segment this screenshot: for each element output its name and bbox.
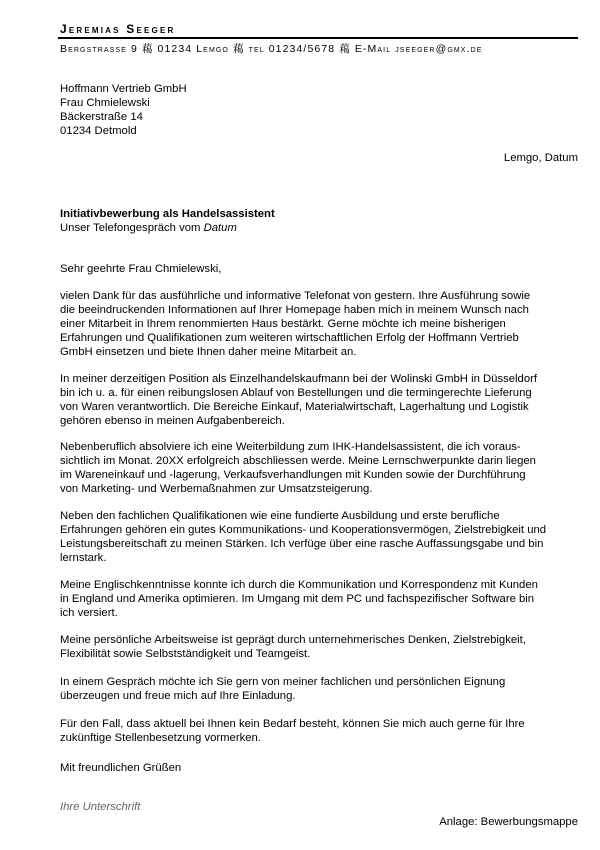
recipient-city: 01234 Detmold xyxy=(60,125,137,137)
letterhead-separator: 藒 xyxy=(339,43,351,55)
subject-title: Initiativbewerbung als Handelsassistent xyxy=(60,208,275,220)
paragraph-4 xyxy=(60,509,580,565)
recipient-address xyxy=(60,82,580,138)
recipient-street: Bäckerstraße 14 xyxy=(60,111,143,123)
paragraph-line: GmbH einsetzen und biete Ihnen daher meine Mitarbeit an. xyxy=(60,346,357,358)
paragraph-2 xyxy=(60,372,580,428)
paragraph-line: In meiner derzeitigen Position als Einzelhandelskaufmann bei der Wolinski GmbH in Düsseldorf xyxy=(60,373,538,385)
paragraph-line: vielen Dank für das ausführliche und informative Telefonat von gestern. Ihre Ausführung sowie xyxy=(60,290,531,302)
letterhead-separator: 藒 xyxy=(141,43,154,55)
paragraph-line: Erfahrungen gehören ein gutes Kommunikations- und Kooperationsvermögen, Zielstrebigkeit und xyxy=(60,524,547,536)
paragraph-3 xyxy=(60,440,580,496)
letterhead-name: Jeremias Seeger xyxy=(60,22,176,36)
subject-reference-date: Datum xyxy=(203,222,237,234)
letterhead-phone: tel 01234/5678 xyxy=(248,43,336,55)
attachment-note: Anlage: Bewerbungsmappe xyxy=(439,816,578,828)
paragraph-line: gehören ebenso in meinen Aufgabenbereich. xyxy=(60,415,285,427)
paragraph-line: im Wareneinkauf und -lagerung, Verkaufsverhandlungen mit Kunden sowie der Durchführung xyxy=(60,469,526,481)
paragraph-line: Neben den fachlichen Qualifikationen wie eine fundierte Ausbildung und erste berufliche xyxy=(60,510,500,522)
letterhead-street: Bergstrasse 9 xyxy=(60,43,138,55)
paragraph-line: von Marketing- und Werbemaßnahmen zur Umsatzsteigerung. xyxy=(60,483,373,495)
paragraph-line: bin ich u. a. für einen reibungslosen Ablauf von Bestellungen und die termingerechte Lieferung xyxy=(60,387,532,399)
letterhead-separator: 藒 xyxy=(232,43,245,55)
paragraph-line: ich versiert. xyxy=(60,607,118,619)
paragraph-6 xyxy=(60,633,580,661)
paragraph-7 xyxy=(60,675,580,703)
salutation: Sehr geehrte Frau Chmielewski, xyxy=(60,263,222,275)
paragraph-line: Nebenberuflich absolviere ich eine Weiterbildung zum IHK-Handelsassistent, die ich voraus- xyxy=(60,441,521,453)
letterhead-email: E-Mail jseeger@gmx.de xyxy=(354,43,483,55)
paragraph-line: von Waren verantwortlich. Die Bereiche Einkauf, Materialwirtschaft, Lagerhaltung und Logistik xyxy=(60,401,529,413)
paragraph-line: einer Mitarbeit in Ihrem renommierten Haus bestärkt. Gerne möchte ich meine bisherigen xyxy=(60,318,506,330)
paragraph-1 xyxy=(60,289,580,359)
letterhead-rule xyxy=(58,37,578,39)
paragraph-line: die beeindruckenden Informationen auf Ihrer Homepage haben mich in meinem Wunsch nach xyxy=(60,304,529,316)
paragraph-line: Meine Englischkenntnisse konnte ich durch die Kommunikation und Korrespondenz mit Kunden xyxy=(60,579,538,591)
paragraph-5 xyxy=(60,578,580,620)
paragraph-line: in England und Amerika optimieren. Im Umgang mit dem PC und fachspezifischer Software bin xyxy=(60,593,535,605)
paragraph-line: Meine persönliche Arbeitsweise ist geprägt durch unternehmerisches Denken, Zielstrebigkeit, xyxy=(60,634,526,646)
letterhead-city: 01234 Lemgo xyxy=(157,43,229,55)
paragraph-line: In einem Gespräch möchte ich Sie gern von meiner fachlichen und persönlichen Eignung xyxy=(60,676,506,688)
paragraph-line: Für den Fall, dass aktuell bei Ihnen kein Bedarf besteht, können Sie mich auch gerne für Ihre xyxy=(60,718,525,730)
paragraph-line: überzeugen und freue mich auf Ihre Einladung. xyxy=(60,690,296,702)
subject-reference xyxy=(60,221,580,235)
place-date: Lemgo, Datum xyxy=(503,152,578,164)
signature-placeholder: Ihre Unterschrift xyxy=(60,801,141,813)
recipient-company: Hoffmann Vertrieb GmbH xyxy=(60,83,187,95)
paragraph-line: lernstark. xyxy=(60,552,107,564)
paragraph-8 xyxy=(60,717,580,745)
paragraph-line: Flexibilität sowie Selbstständigkeit und Teamgeist. xyxy=(60,648,311,660)
subject-reference-prefix: Unser Telefongespräch vom xyxy=(60,222,204,234)
recipient-person: Frau Chmielewski xyxy=(60,97,150,109)
subject-block xyxy=(60,207,580,235)
letterhead-contact xyxy=(60,41,483,56)
paragraph-line: sichtlich im Monat. 20XX erfolgreich abschliessen werde. Meine Lernschwerpunkte darin liegen xyxy=(60,455,536,467)
paragraph-line: Leistungsbereitschaft zu meinen Stärken. Ich verfüge über eine rasche Auffassungsgabe und bin xyxy=(60,538,544,550)
closing: Mit freundlichen Grüßen xyxy=(60,762,182,774)
paragraph-line: zukünftige Stellenbesetzung vormerken. xyxy=(60,732,261,744)
paragraph-line: Erfahrungen und Qualifikationen zum weiteren wirtschaftlichen Erfolg der Hoffmann Vertrieb xyxy=(60,332,519,344)
